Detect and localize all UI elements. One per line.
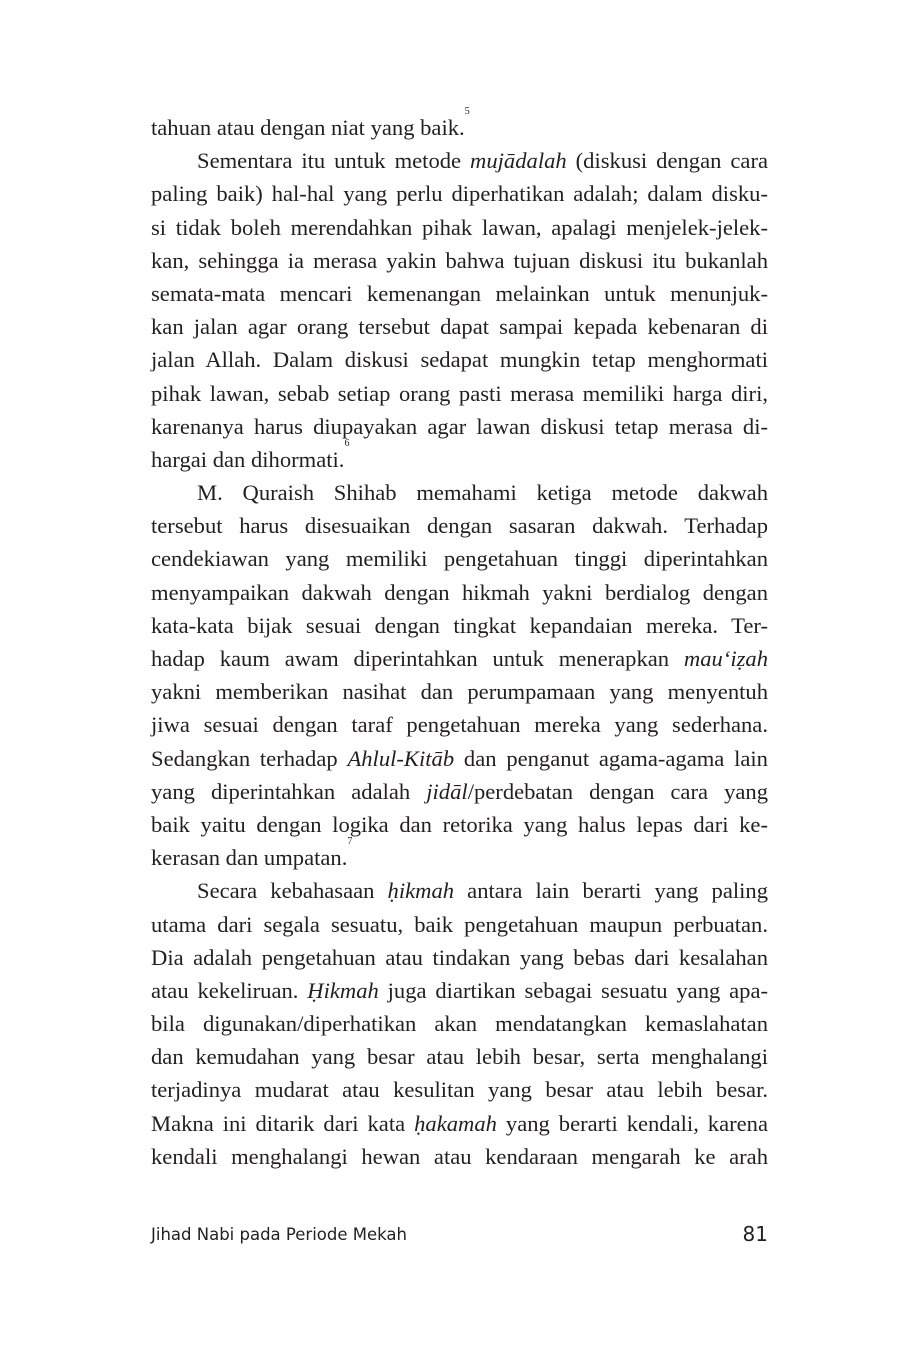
text-segment: atau kekeliruan.	[151, 977, 308, 1003]
text-segment: kan jalan agar orang tersebut dapat sampai kepada kebenaran di	[151, 314, 768, 340]
text-segment: paling baik) hal-hal yang perlu diperhatikan adalah; dalam disku-	[151, 181, 768, 207]
text-line	[151, 509, 768, 542]
text-segment: utama dari segala sesuatu, baik pengetahuan maupun perbuatan.	[151, 911, 768, 937]
text-line	[151, 1040, 768, 1073]
text-segment: pihak lawan, sebab setiap orang pasti merasa memiliki harga diri,	[151, 380, 768, 406]
text-segment: /perdebatan dengan cara yang	[467, 778, 768, 804]
text-segment: hadap kaum awam diperintahkan untuk menerapkan	[151, 646, 684, 671]
text-line	[151, 177, 768, 210]
text-line	[151, 244, 768, 277]
italic-term: jidāl	[426, 778, 468, 804]
text-segment: baik yaitu dengan logika dan retorika yang halus lepas dari ke-	[151, 811, 768, 837]
text-line	[151, 106, 768, 144]
text-line	[151, 476, 768, 509]
text-line	[151, 343, 768, 376]
text-segment: hargai dan dihormati.	[151, 446, 345, 472]
page-number: 81	[742, 1222, 768, 1246]
italic-term: mau‘iẓah	[683, 646, 768, 671]
text-line	[151, 1140, 768, 1173]
text-segment: cendekiawan yang memiliki pengetahuan tinggi diperintahkan	[151, 546, 768, 572]
text-segment: tahuan atau dengan niat yang baik.	[151, 115, 465, 140]
text-segment: terjadinya mudarat atau kesulitan yang besar atau lebih besar.	[151, 1077, 768, 1103]
text-line	[151, 675, 768, 708]
italic-term: ḥakamah	[414, 1110, 497, 1136]
text-segment: Secara kebahasaan	[197, 878, 388, 904]
text-segment: tersebut harus disesuaikan dengan sasaran dakwah. Terhadap	[151, 513, 768, 539]
text-line	[151, 277, 768, 310]
text-line	[151, 642, 768, 675]
text-segment: si tidak boleh merendahkan pihak lawan, apalagi menjelek-jelek-	[151, 214, 768, 240]
text-line	[151, 542, 768, 575]
text-line	[151, 1073, 768, 1106]
text-segment: M. Quraish Shihab memahami ketiga metode dakwah	[197, 480, 768, 506]
text-line	[151, 576, 768, 609]
text-segment: Dia adalah pengetahuan atau tindakan yang bebas dari kesalahan	[151, 944, 768, 970]
text-segment: kerasan dan umpatan.	[151, 845, 348, 871]
text-line	[151, 941, 768, 974]
footnote-marker[interactable]: 6	[344, 437, 350, 449]
text-line	[151, 410, 768, 443]
text-line	[151, 974, 768, 1007]
text-segment: menyampaikan dakwah dengan hikmah yakni berdialog dengan	[151, 579, 768, 605]
text-line	[151, 808, 768, 841]
text-segment: karenanya harus diupayakan agar lawan diskusi tetap merasa di-	[151, 413, 768, 439]
text-segment: yang diperintahkan adalah	[151, 778, 427, 804]
text-segment: Makna ini ditarik dari kata	[151, 1110, 415, 1136]
text-segment: jalan Allah. Dalam diskusi sedapat mungkin tetap menghormati	[151, 347, 768, 373]
text-segment: Sementara itu untuk metode	[197, 148, 471, 174]
italic-term: Ḥikmah	[307, 977, 379, 1003]
footnote-marker[interactable]: 7	[347, 836, 353, 848]
text-line	[151, 908, 768, 941]
text-line	[151, 836, 768, 874]
text-line	[151, 211, 768, 244]
text-line	[151, 775, 768, 808]
text-line	[151, 144, 768, 177]
text-segment: kata-kata bijak sesuai dengan tingkat kepandaian mereka. Ter-	[151, 612, 768, 638]
text-line	[151, 708, 768, 741]
text-line	[151, 742, 768, 775]
text-line	[151, 437, 768, 476]
italic-term: mujādalah	[470, 148, 567, 174]
text-line	[151, 377, 768, 410]
text-segment: yakni memberikan nasihat dan perumpamaan yang menyentuh	[151, 679, 768, 705]
text-segment: semata-mata mencari kemenangan melainkan untuk menunjuk-	[151, 280, 768, 306]
text-segment: yang berarti kendali, karena	[496, 1110, 768, 1136]
text-segment: kan, sehingga ia merasa yakin bahwa tujuan diskusi itu bukanlah	[151, 247, 768, 273]
text-line	[151, 874, 768, 907]
text-segment: dan kemudahan yang besar atau lebih besar, serta menghalangi	[151, 1044, 768, 1070]
text-segment: jiwa sesuai dengan taraf pengetahuan mereka yang sederhana.	[151, 712, 768, 738]
text-segment: dan penganut agama-agama lain	[454, 745, 768, 771]
text-line	[151, 310, 768, 343]
body-text	[151, 106, 769, 1173]
italic-term: ḥikmah	[387, 878, 455, 904]
page-footer	[151, 1222, 768, 1248]
text-segment: bila digunakan/diperhatikan akan mendatangkan kemaslahatan	[151, 1011, 768, 1037]
text-line	[151, 1107, 768, 1140]
running-title: Jihad Nabi pada Periode Mekah	[151, 1225, 407, 1244]
text-segment: (diskusi dengan cara	[566, 148, 768, 174]
footnote-marker[interactable]: 5	[464, 106, 470, 117]
text-segment: Sedangkan terhadap	[151, 745, 348, 771]
text-line	[151, 609, 768, 642]
italic-term: Ahlul-Kitāb	[347, 745, 455, 771]
text-segment: juga diartikan sebagai sesuatu yang apa-	[378, 977, 768, 1003]
text-segment: kendali menghalangi hewan atau kendaraan mengarah ke arah	[151, 1143, 768, 1169]
text-segment: antara lain berarti yang paling	[454, 878, 769, 904]
text-line	[151, 1007, 768, 1040]
